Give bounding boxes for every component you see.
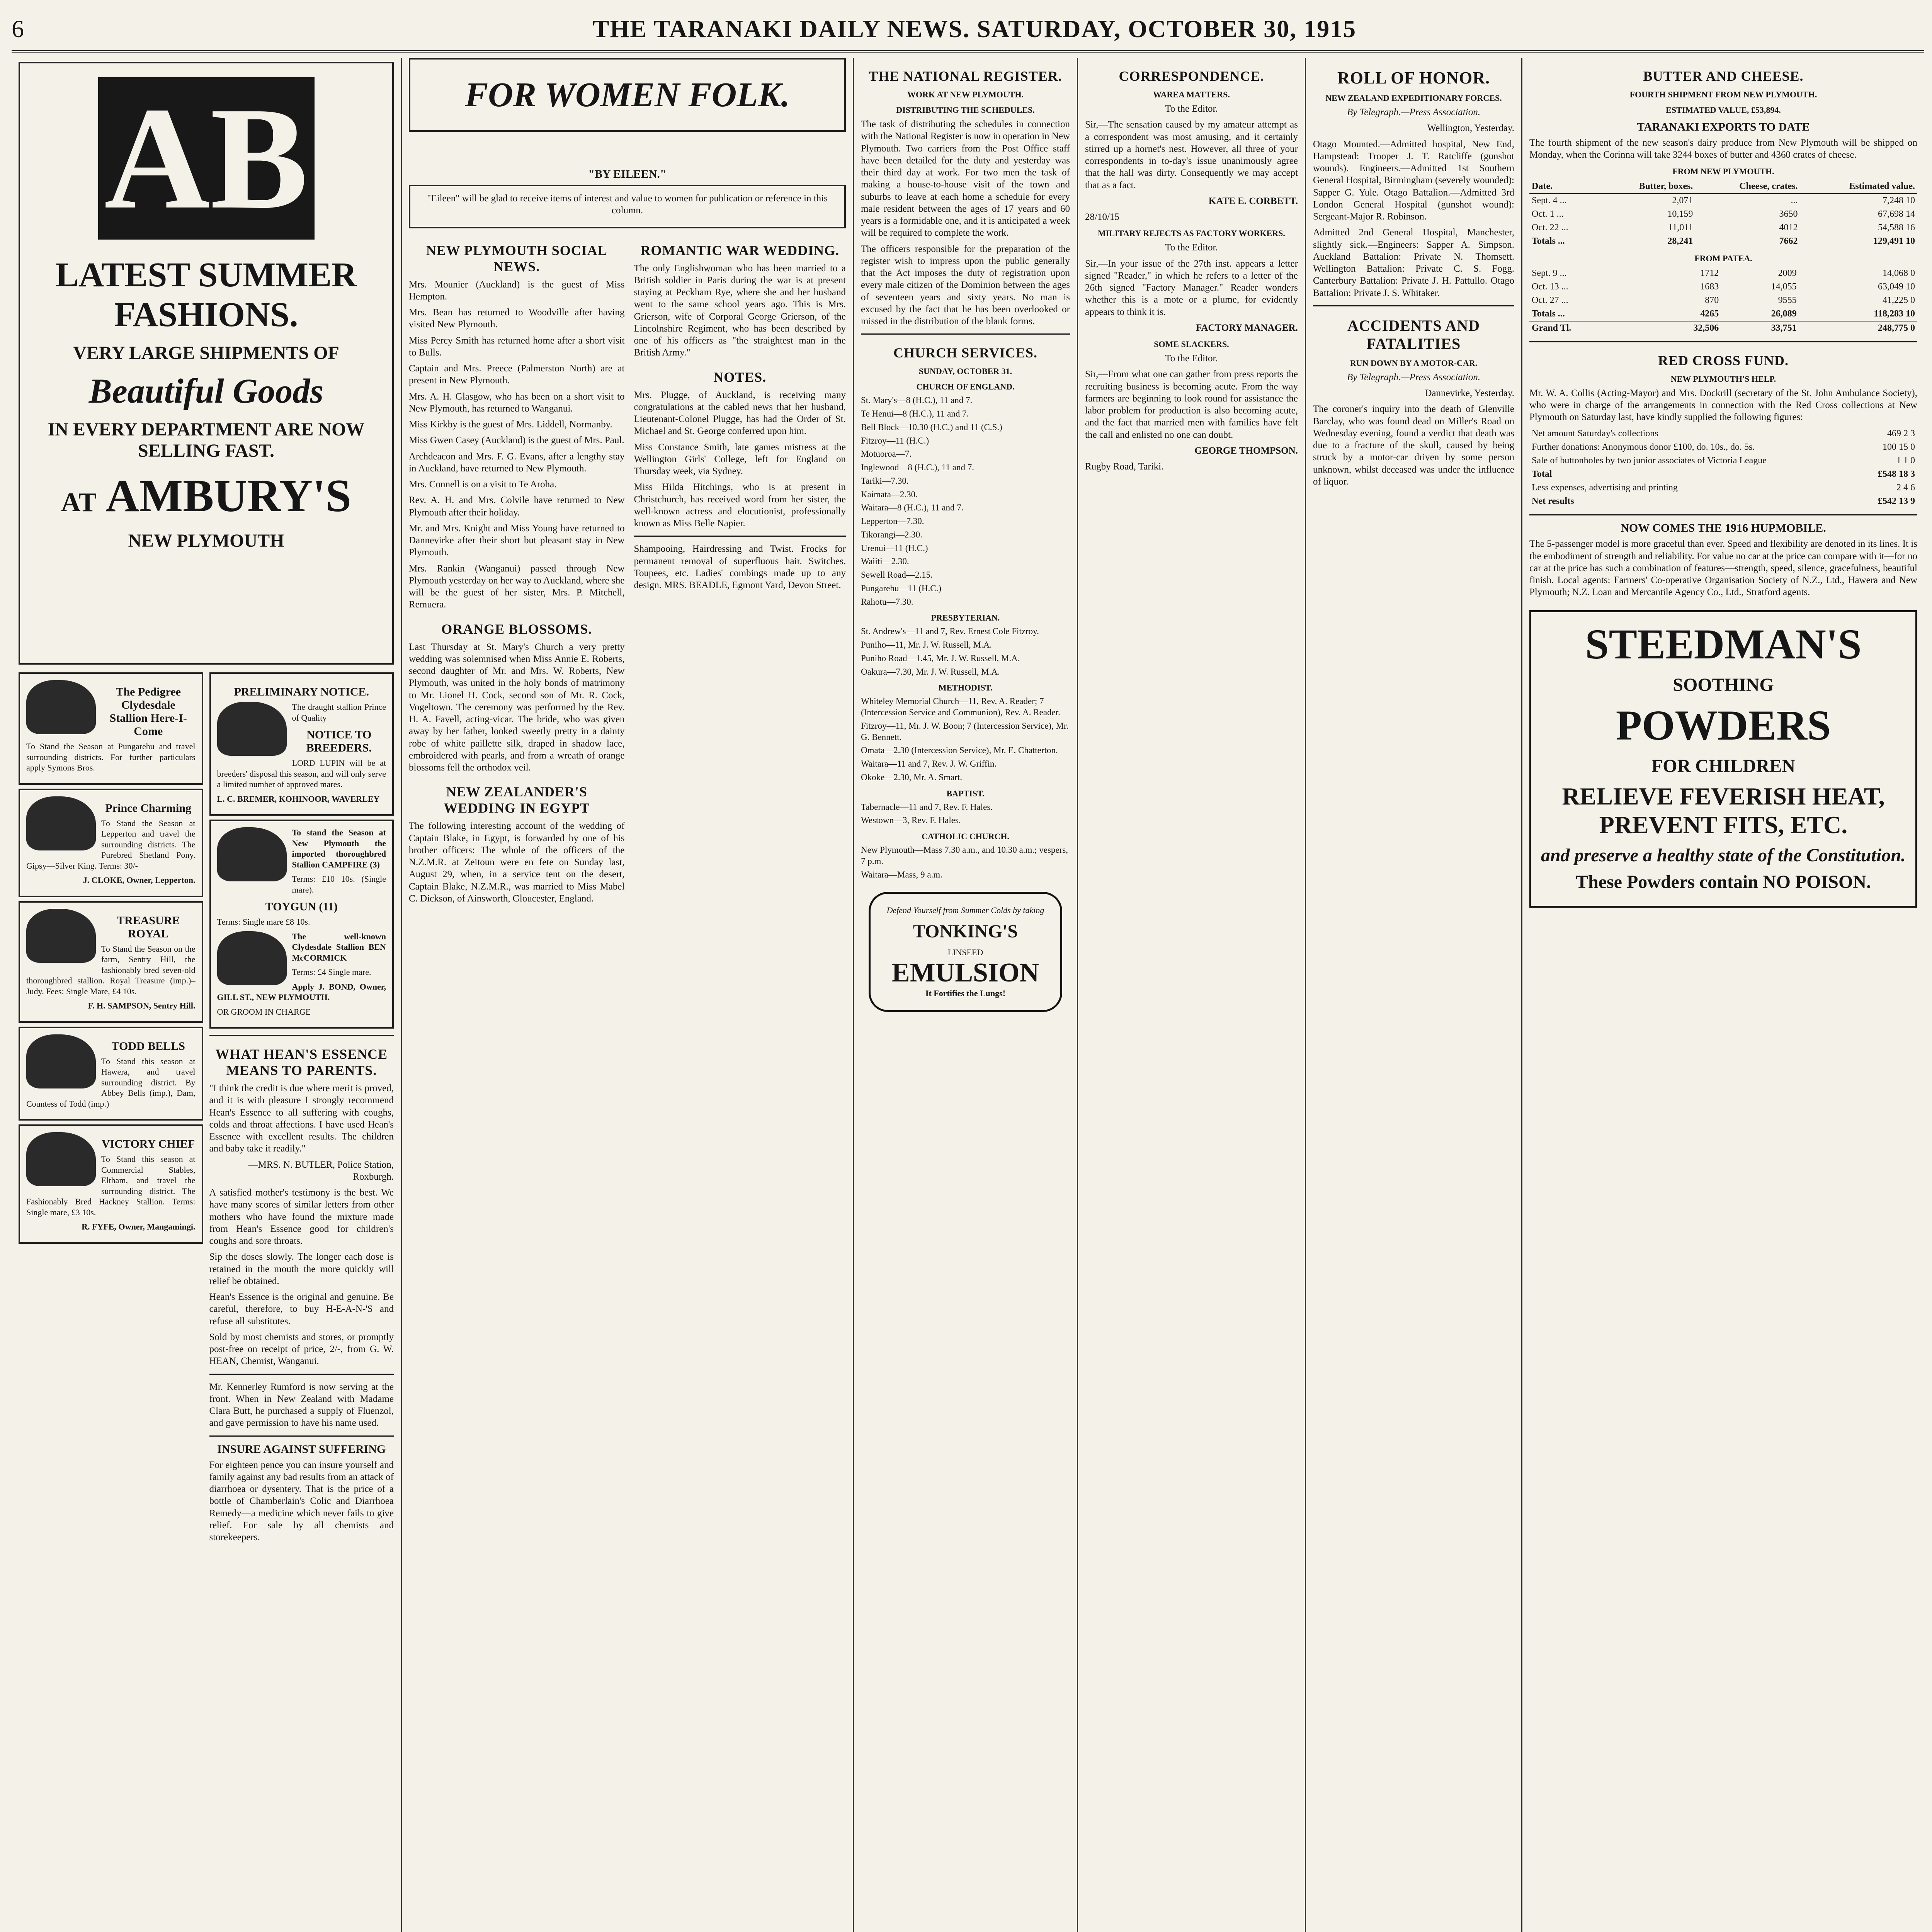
groom-note: OR GROOM IN CHARGE <box>217 1007 311 1017</box>
page-number: 6 <box>12 15 25 43</box>
correspondence-body: Sir,—The sensation caused by my amateur attempt as a correspondent was most amusing, and it certainly stirred up a hornet's nest. However, all three of your correspondents in to-day's issue unanimously agree that the hall was dirty. Consequently we may accept that as a fact. <box>1085 119 1298 190</box>
table-cell: 1 1 0 <box>1896 456 1915 466</box>
bond-contact: Apply J. BOND, Owner, GILL ST., NEW PLYMOUTH. <box>217 981 386 1002</box>
women-note-text: "Eileen" will be glad to receive items of interest and value to women for publication or reference in this column. <box>427 193 828 216</box>
column-advertisements <box>12 58 402 1932</box>
campfire-ad <box>209 820 394 1029</box>
breeders-body: LORD LUPIN will be at breeders' disposal this season, and will only serve a limited number of approved mares. <box>217 758 386 789</box>
table-cell: 14,055 <box>1771 281 1797 292</box>
column-header: Date. <box>1529 180 1598 194</box>
stallion-notices <box>209 668 394 1547</box>
column-header: Cheese, crates. <box>1695 180 1800 194</box>
social-item: Miss Gwen Casey (Auckland) is the guest of Mrs. Paul. <box>409 435 624 446</box>
table-cell: 4265 <box>1700 308 1719 319</box>
preliminary-notice <box>209 672 394 816</box>
church-item: Waiiti—2.30. <box>861 556 909 566</box>
amburys-town: NEW PLYMOUTH <box>128 531 284 551</box>
table-cell: Oct. 27 ... <box>1532 295 1568 305</box>
notes-headline: NOTES. <box>713 369 767 385</box>
butter-value: ESTIMATED VALUE, £53,894. <box>1666 105 1781 115</box>
tonkings-line1: Defend Yourself from Summer Colds by taking <box>886 905 1044 915</box>
correspondence-date: 28/10/15 <box>1085 212 1119 222</box>
tonkings-line3: It Fortifies the Lungs! <box>925 988 1006 998</box>
table-cell: 3650 <box>1779 209 1798 219</box>
table-row <box>1529 481 1917 495</box>
patea-exports-table <box>1529 267 1917 335</box>
church-item: St. Mary's—8 (H.C.), 11 and 7. <box>861 395 973 405</box>
social-item: Captain and Mrs. Preece (Palmerston North) are at present in New Plymouth. <box>409 363 625 386</box>
table-cell: Sept. 9 ... <box>1532 268 1567 278</box>
table-cell: 10,159 <box>1667 209 1693 219</box>
church-section: BAPTIST. <box>946 788 985 798</box>
table-cell: 63,049 10 <box>1878 281 1915 292</box>
tonkings-advertisement <box>869 892 1062 1012</box>
accidents-sub: RUN DOWN BY A MOTOR-CAR. <box>1350 358 1478 368</box>
to-editor: To the Editor. <box>1165 104 1218 114</box>
stallion-title: Prince Charming <box>105 801 191 815</box>
heans-body4: Sold by most chemists and stores, or promptly post-free on receipt of price, 2/-, from G. W. HEAN, Chemist, Wanganui. <box>209 1332 394 1367</box>
women-banner-area <box>402 58 854 162</box>
table-cell: 67,698 14 <box>1878 209 1915 219</box>
stallion-owner: F. H. SAMPSON, Sentry Hill. <box>88 1001 196 1010</box>
table-cell: 248,775 0 <box>1878 323 1915 333</box>
toygun-terms: Terms: Single mare £8 10s. <box>217 917 310 927</box>
stallion-ad-3 <box>19 901 203 1023</box>
horse-icon <box>217 827 287 881</box>
women-folk-banner <box>409 58 846 132</box>
table-cell: Further donations: Anonymous donor £100, do. 10s., do. 5s. <box>1532 442 1755 452</box>
accidents-place: Dannevirke, Yesterday. <box>1425 388 1514 398</box>
table-row <box>1529 440 1917 454</box>
table-cell: 26,089 <box>1771 308 1797 319</box>
register-sub2: DISTRIBUTING THE SCHEDULES. <box>896 105 1035 115</box>
heans-headline: WHAT HEAN'S ESSENCE MEANS TO PARENTS. <box>215 1046 388 1078</box>
church-item: Whiteley Memorial Church—11, Rev. A. Reader; 7 (Intercession Service and Communion), Rev. A. Reader. <box>861 696 1060 717</box>
to-editor: To the Editor. <box>1165 242 1218 253</box>
exports-headline: TARANAKI EXPORTS TO DATE <box>1637 121 1810 133</box>
hupmobile-headline: NOW COMES THE 1916 HUPMOBILE. <box>1621 522 1826 535</box>
amburys-advertisement <box>19 62 394 665</box>
table-row <box>1529 454 1917 468</box>
register-headline: THE NATIONAL REGISTER. <box>869 68 1062 84</box>
table-cell: 870 <box>1705 295 1719 305</box>
horse-icon <box>217 702 287 756</box>
table-cell: 100 15 0 <box>1883 442 1915 452</box>
register-sub: WORK AT NEW PLYMOUTH. <box>907 90 1024 99</box>
slackers-body: Sir,—From what one can gather from press reports the recruiting business is becoming acute. From the way farmers are beginning to look round for assistance the labor problem for production is also becoming acute, and the fact that married men with families have felt the call and enlisted no one can doubt. <box>1085 369 1298 440</box>
table-cell: Oct. 13 ... <box>1532 281 1568 292</box>
church-item: Tikorangi—2.30. <box>861 529 922 539</box>
social-item: Archdeacon and Mrs. F. G. Evans, after a lengthy stay in Auckland, have returned to New Plymouth. <box>409 451 625 474</box>
steedman-line2: FOR CHILDREN <box>1651 755 1796 776</box>
table-cell: 54,588 16 <box>1878 222 1915 233</box>
toygun-title: TOYGUN (11) <box>265 900 338 913</box>
horse-icon <box>26 1132 96 1186</box>
ab-logo: AB <box>98 77 315 240</box>
stallion-body: To Stand the Season on the farm, Sentry Hill, the fashionably bred seven-old thoroughbred stallion. Royal Treasure (imp.)–Judy. Fees: Single Mare, £4 10s. <box>26 944 196 996</box>
column-women-folk <box>402 162 854 1932</box>
church-item: Waitara—Mass, 9 a.m. <box>861 869 942 879</box>
table-cell: ... <box>1791 195 1798 206</box>
table-row <box>1529 221 1917 235</box>
table-cell: 32,506 <box>1693 323 1719 333</box>
table-cell: 1712 <box>1700 268 1719 278</box>
table-cell: 1683 <box>1700 281 1719 292</box>
insure-headline: INSURE AGAINST SUFFERING <box>217 1442 386 1456</box>
table-cell: 2 4 6 <box>1896 483 1915 493</box>
church-item: Fitzroy—11 (H.C.) <box>861 435 929 446</box>
horse-icon <box>26 1034 96 1088</box>
stallion-title: VICTORY CHIEF <box>102 1138 195 1150</box>
register-body: The task of distributing the schedules in connection with the National Register is now in operation in New Plymouth. Two carriers from the Post Office staff have been detailed for the duty and yesterday was their third day at work. For two men the task of making a house-to-house visit of the town and suburbs to leave at each home a schedule for every male resident between the ages of 17 years and 60 years is a formidable one, and it is anticipated a week will be required to complete the work. <box>861 119 1070 238</box>
table-cell: 28,241 <box>1667 236 1693 246</box>
church-item: Sewell Road—2.15. <box>861 570 933 580</box>
church-item: St. Andrew's—11 and 7, Rev. Ernest Cole Fitzroy. <box>861 626 1039 636</box>
tonkings-product: EMULSION <box>891 958 1039 988</box>
table-cell: Sept. 4 ... <box>1532 195 1567 206</box>
egypt-headline: NEW ZEALANDER'S WEDDING IN EGYPT <box>444 784 590 816</box>
table-cell: 118,283 10 <box>1874 308 1915 319</box>
notes-body: Miss Hilda Hitchings, who is at present in Christchurch, has received word from her sister, the well-known actress and elocutionist, professionally known as Miss Belle Napier. <box>634 482 846 529</box>
stallion-ad-5 <box>19 1124 203 1244</box>
table-cell: Totals ... <box>1532 308 1565 319</box>
church-item: Puniho Road—1.45, Mr. J. W. Russell, M.A. <box>861 653 1020 663</box>
military-body: Sir,—In your issue of the 27th inst. appears a letter signed "Reader," in which he refers to a letter of the 26th signed "Factory Manager." Reader wonders whether this is a mote or a plume, for evidently appears to think it is. <box>1085 258 1298 317</box>
church-item: Oakura—7.30, Mr. J. W. Russell, M.A. <box>861 667 1000 677</box>
heans-quote: "I think the credit is due where merit is proved, and it is with pleasure I strongly recommend Hean's Essence to all suffering with coughs, colds and throat affections. I have used Hean's Essence with excellent results. The children and baby take it readily." <box>209 1083 394 1154</box>
table-cell: Grand Tl. <box>1532 323 1571 333</box>
roll-sub: NEW ZEALAND EXPEDITIONARY FORCES. <box>1325 93 1502 103</box>
table-cell: Net amount Saturday's collections <box>1532 429 1658 439</box>
rumford-notice: Mr. Kennerley Rumford is now serving at the front. When in New Zealand with Madame Clara Butt, he purchased a supply of Fluenzol, and gave permission to have his name used. <box>209 1381 394 1429</box>
church-item: Bell Block—10.30 (H.C.) and 11 (C.S.) <box>861 422 1002 432</box>
table-row <box>1529 207 1917 221</box>
church-item: Puniho—11, Mr. J. W. Russell, M.A. <box>861 640 992 650</box>
church-section: CHURCH OF ENGLAND. <box>916 382 1015 392</box>
column-header: Estimated value. <box>1800 180 1917 194</box>
table-row <box>1529 427 1917 440</box>
accidents-body: The coroner's inquiry into the death of Glenville Barclay, who was found dead on Miller's Road on Wednesday evening, found a verdict that death was due to a fracture of the skull, caused by being struck by a motor-car driven by some person unknown, whilst deceased was under the influence of liquor. <box>1313 404 1514 487</box>
roll-place: Wellington, Yesterday. <box>1427 123 1514 134</box>
heans-body1: A satisfied mother's testimony is the best. We have many scores of similar letters from other mothers who have found the mixture made from Hean's Essence good for children's coughs and sore throats. <box>209 1187 394 1246</box>
slackers-signature: GEORGE THOMPSON. <box>1194 445 1298 456</box>
breeder-name: L. C. BREMER, KOHINOOR, WAVERLEY <box>217 794 380 804</box>
heans-signature: —MRS. N. BUTLER, Police Station, Roxburgh. <box>248 1159 394 1182</box>
column-correspondence <box>1078 58 1306 1932</box>
horse-icon <box>26 680 96 734</box>
table-row <box>1529 194 1917 207</box>
stallion-body: To Stand this season at Commercial Stables, Eltham, and travel the surrounding district. The Fashionably Bred Hackney Stallion. Terms: Single mare, £3 10s. <box>26 1154 196 1217</box>
steedman-brand: STEEDMAN'S <box>1585 620 1862 668</box>
church-date: SUNDAY, OCTOBER 31. <box>918 366 1012 376</box>
amburys-headline: LATEST SUMMER FASHIONS. <box>55 256 357 334</box>
table-row <box>1529 468 1917 481</box>
column-roll-of-honor <box>1306 58 1522 1932</box>
social-item: Mrs. Rankin (Wanganui) passed through New Plymouth yesterday on her way to Auckland, where she will be the guest of her sister, Mrs. P. Mitchell, Remuera. <box>409 563 625 610</box>
ben-terms: Terms: £4 Single mare. <box>292 967 371 977</box>
stallion-body: To Stand this season at Hawera, and travel surrounding district. By Abbey Bells (imp.), Dam, Countess of Todd (imp.) <box>26 1056 196 1109</box>
social-item: Miss Percy Smith has returned home after a short visit to Bulls. <box>409 335 625 358</box>
social-item: Mr. and Mrs. Knight and Miss Young have returned to Dannevirke after their short but pleasant stay in New Plymouth. <box>409 523 625 558</box>
women-right-column <box>634 232 846 909</box>
church-item: Rahotu—7.30. <box>861 597 913 607</box>
church-section: PRESBYTERIAN. <box>931 613 1000 623</box>
stallion-owner: J. CLOKE, Owner, Lepperton. <box>83 875 196 885</box>
women-note <box>409 185 846 228</box>
church-item: Te Henui—8 (H.C.), 11 and 7. <box>861 409 969 418</box>
amburys-at: AT <box>61 488 97 517</box>
horse-icon <box>217 931 287 985</box>
church-item: Waitara—11 and 7, Rev. J. W. Griffin. <box>861 759 997 769</box>
ben-title: The well-known Clydesdale Stallion BEN McCORMICK <box>292 931 386 963</box>
correspondence-headline: CORRESPONDENCE. <box>1119 68 1264 84</box>
table-cell: 11,011 <box>1668 222 1693 233</box>
table-cell: Net results <box>1532 496 1574 507</box>
column-register-church <box>854 58 1078 1932</box>
butter-sub: FOURTH SHIPMENT FROM NEW PLYMOUTH. <box>1629 90 1817 99</box>
social-item: Rev. A. H. and Mrs. Colvile have returned to New Plymouth after their holiday. <box>409 495 625 518</box>
roll-by: By Telegraph.—Press Association. <box>1347 107 1480 117</box>
church-item: Tabernacle—11 and 7, Rev. F. Hales. <box>861 802 993 812</box>
social-item: Mrs. Mounier (Auckland) is the guest of Miss Hempton. <box>409 279 625 302</box>
table-row <box>1529 495 1917 508</box>
church-item: Omata—2.30 (Intercession Service), Mr. E. Chatterton. <box>861 745 1058 755</box>
table-cell: Oct. 1 ... <box>1532 209 1564 219</box>
roll-body2: Admitted 2nd General Hospital, Manchester, slightly sick.—Engineers: Sapper A. Simpson. Auckland Battalion: Private N. Thomsett. Wellington Battalion: Private C. S. Fogg. Canterbury Battalion: Private J. H. Pattullo. Otago Battalion: Private J. S. Whitaker. <box>1313 227 1514 298</box>
table-cell: 2,071 <box>1672 195 1693 206</box>
stallion-title: TODD BELLS <box>111 1039 185 1053</box>
social-item: Miss Kirkby is the guest of Mrs. Liddell, Normanby. <box>409 419 612 430</box>
steedman-line5: These Powders contain NO POISON. <box>1575 871 1871 892</box>
table-cell: Totals ... <box>1532 236 1565 246</box>
notice-heading: PRELIMINARY NOTICE. <box>234 685 369 698</box>
steedman-line1: SOOTHING <box>1673 674 1774 695</box>
heans-body3: Hean's Essence is the original and genuine. Be careful, therefore, to buy H-E-A-N-'S and refuse all substitutes. <box>209 1292 394 1327</box>
church-item: Okoke—2.30, Mr. A. Smart. <box>861 772 962 782</box>
correspondence-sub: WAREA MATTERS. <box>1153 90 1230 99</box>
egypt-body: The following interesting account of the wedding of Captain Blake, in Egypt, is forwarded by one of his brother officers: The whole of the officers of the N.Z.M.R. at Zeitoun were en fete on Sunday last, August 29, when, in a service tent on the desert, Captain Blake, N.Z.M.R., was married to Miss Mabel C. Dickson, of Ainsworth, Gloucester, England. <box>409 821 625 904</box>
notes-body: Miss Constance Smith, late games mistress at the Wellington Girls' College, left for England on Thursday week, via Sydney. <box>634 442 846 476</box>
steedman-line3: RELIEVE FEVERISH HEAT, PREVENT FITS, ETC. <box>1562 782 1885 838</box>
church-item: Tariki—7.30. <box>861 476 909 486</box>
grand-total-row <box>1529 321 1917 335</box>
correspondence-signature: KATE E. CORBETT. <box>1208 196 1298 206</box>
column-header: Butter, boxes. <box>1598 180 1695 194</box>
amburys-line3: IN EVERY DEPARTMENT ARE NOW SELLING FAST. <box>48 419 365 461</box>
social-item: Mrs. Connell is on a visit to Te Aroha. <box>409 479 557 490</box>
new-plymouth-exports-table <box>1529 180 1917 248</box>
church-item: Motuoroa—7. <box>861 449 912 459</box>
church-item: Kaimata—2.30. <box>861 489 918 499</box>
insure-body: For eighteen pence you can insure yourself and family against any bad results from an attack of diarrhoea or dysentery. That is the price of a bottle of Chamberlain's Colic and Diarrhoea Remedy—a medicine which never fails to give relief. For sale by all chemists and storekeepers. <box>209 1459 394 1543</box>
table-cell: Less expenses, advertising and printing <box>1532 483 1678 493</box>
table-row <box>1529 235 1917 248</box>
accidents-headline: ACCIDENTS AND FATALITIES <box>1347 316 1480 352</box>
tonkings-brand: TONKING'S <box>913 921 1018 942</box>
table-cell: £548 18 3 <box>1878 469 1915 480</box>
redcross-body: Mr. W. A. Collis (Acting-Mayor) and Mrs. Dockrill (secretary of the St. John Ambulance Society), who were in charge of the arrangements in connection with the Red Cross collections at New Plymouth on Saturday last, have kindly supplied the following figures: <box>1529 388 1917 422</box>
steedmans-advertisement <box>1529 610 1917 908</box>
table-header-row <box>1529 180 1917 194</box>
table-cell: Sale of buttonholes by two junior associates of Victoria League <box>1532 456 1767 466</box>
table-row <box>1529 280 1917 294</box>
horse-icon <box>26 796 96 850</box>
orange-headline: ORANGE BLOSSOMS. <box>441 621 592 637</box>
tonkings-line2: LINSEED <box>947 947 983 957</box>
table-cell: 33,751 <box>1771 323 1797 333</box>
amburys-store: AMBURY'S <box>105 470 352 521</box>
church-item: Fitzroy—11, Mr. J. W. Boon; 7 (Intercession Service), Mr. G. Bennett. <box>861 721 1069 742</box>
stallion-ad-1 <box>19 672 203 785</box>
campfire-title: To stand the Season at New Plymouth the imported thoroughbred Stallion CAMPFIRE (3) <box>292 828 386 869</box>
butter-body: The fourth shipment of the new season's dairy produce from New Plymouth will be shipped on Monday, when the Corinna will take 3244 boxes of butter and 4360 crates of cheese. <box>1529 138 1917 160</box>
accidents-by: By Telegraph.—Press Association. <box>1347 372 1480 383</box>
redcross-headline: RED CROSS FUND. <box>1658 352 1789 368</box>
church-item: Urenui—11 (H.C.) <box>861 543 928 553</box>
table-cell: 4012 <box>1779 222 1798 233</box>
campfire-terms: Terms: £10 10s. (Single mare). <box>292 874 386 895</box>
church-item: New Plymouth—Mass 7.30 a.m., and 10.30 a.m.; vespers, 7 p.m. <box>861 845 1068 866</box>
church-item: Inglewood—8 (H.C.), 11 and 7. <box>861 463 974 472</box>
masthead <box>12 8 1924 53</box>
table-cell: 41,225 0 <box>1883 295 1915 305</box>
stallion-ad-4 <box>19 1027 203 1121</box>
table-cell: 129,491 10 <box>1873 236 1915 246</box>
stallion-owner: R. FYFE, Owner, Mangamingi. <box>82 1222 196 1231</box>
hupmobile-body: The 5-passenger model is more graceful than ever. Speed and flexibility are denoted in its lines. It is the embodiment of strength and reliability. For value no car at the price can compare with it—for no car at the price has such a combination of features—strength, speed, silence, gracefulness, beautiful finish. Local agents: Farmers' Co-operative Organisation Society of N.Z., Ltd., Hawera and New Plymouth; N.Z. Loan and Mercantile Agency Co., Ltd., Stratford agents. <box>1529 539 1917 598</box>
table-cell: 14,068 0 <box>1883 268 1915 278</box>
table-cell: £542 13 9 <box>1878 496 1915 507</box>
women-left-column <box>409 232 624 909</box>
stallion-title: The Pedigree Clydesdale Stallion Here-I-Come <box>109 685 187 738</box>
church-item: Pungarehu—11 (H.C.) <box>861 583 942 593</box>
romantic-headline: ROMANTIC WAR WEDDING. <box>640 242 840 258</box>
romantic-body: The only Englishwoman who has been married to a British soldier in Paris during the war is at present staying at Peckham Rye, where she and her husband went to the same school years ago. This is Mrs. Grierson, wife of Corporal George Grierson, of the Lincolnshire Regiment, who has been described by one of his officers as "the straightest man in the British Army." <box>634 263 846 358</box>
np-table-heading: FROM NEW PLYMOUTH. <box>1672 166 1774 176</box>
church-headline: CHURCH SERVICES. <box>893 345 1037 361</box>
roll-headline: ROLL OF HONOR. <box>1337 68 1490 87</box>
redcross-sub: NEW PLYMOUTH'S HELP. <box>1670 374 1776 384</box>
register-body2: The officers responsible for the preparation of the register wish to impress upon the public generally that the Act imposes the duty of registration upon every male citizen of the Dominion between the ages of seventeen years and sixty years. No man is excused by the fact that he has been overlooked or missed in the distribution of the blank forms. <box>861 243 1070 327</box>
amburys-line1: VERY LARGE SHIPMENTS OF <box>73 343 339 363</box>
amburys-line2: Beautiful Goods <box>88 372 324 410</box>
church-item: Waitara—8 (H.C.), 11 and 7. <box>861 503 964 513</box>
military-signature: FACTORY MANAGER. <box>1196 322 1298 333</box>
table-row <box>1529 294 1917 307</box>
social-item: Mrs. A. H. Glasgow, who has been on a short visit to New Plymouth, has returned to Wanganui. <box>409 391 625 414</box>
notes-body: Mrs. Plugge, of Auckland, is receiving many congratulations at the cabled news that her husband, Lieutenant-Colonel Plugge, has had the Order of St. Michael and St. George conferred upon him. <box>634 389 846 437</box>
stallion-list <box>19 668 203 1547</box>
table-cell: Oct. 22 ... <box>1532 222 1568 233</box>
military-headline: MILITARY REJECTS AS FACTORY WORKERS. <box>1098 228 1285 238</box>
slackers-headline: SOME SLACKERS. <box>1154 339 1229 349</box>
slackers-place: Rugby Road, Tariki. <box>1085 461 1164 472</box>
steedman-product: POWDERS <box>1616 701 1831 749</box>
women-banner-title: FOR WOMEN FOLK. <box>464 76 790 114</box>
church-item: Westown—3, Rev. F. Hales. <box>861 815 961 825</box>
horse-icon <box>26 909 96 963</box>
newspaper-title: THE TARANAKI DAILY NEWS. SATURDAY, OCTOBER 30, 1915 <box>592 15 1357 43</box>
heans-body2: Sip the doses slowly. The longer each dose is retained in the mouth the more quickly will relief be obtained. <box>209 1252 394 1286</box>
church-item: Lepperton—7.30. <box>861 516 924 526</box>
column-butter-redcross <box>1522 58 1924 1932</box>
orange-body: Last Thursday at St. Mary's Church a very pretty wedding was solemnised when Miss Annie E. Roberts, second daughter of Mr. and Mrs. W. Roberts, New Plymouth, was united in the holy bonds of matrimony to Mr. Lionel H. Cock, second son of Mr. R. Cock, Vogeltown. The ceremony was performed by the Rev. H. A. Favell, acting-vicar. The bride, who was given away by her father, looked sweetly pretty in a dainty robe of white paillette silk, draped in shadow lace, embroidered with pearls, and from a wreath of orange blossoms fell the orthodox veil. <box>409 641 625 773</box>
stallion-body: To Stand the Season at Pungarehu and travel surrounding districts. For further particulars apply Symons Bros. <box>26 742 196 772</box>
butter-headline: BUTTER AND CHEESE. <box>1643 68 1804 84</box>
stallion-body: To Stand the Season at Lepperton and travel the surrounding districts. The Purebred Shetland Pony. Gipsy—Silver King. Terms: 30/- <box>26 818 196 871</box>
table-cell: 7662 <box>1779 236 1798 246</box>
steedman-line4: and preserve a healthy state of the Constitution. <box>1541 845 1906 866</box>
roll-body: Otago Mounted.—Admitted hospital, New End, Hampstead: Trooper J. T. Ratcliffe (gunshot wounds). Engineers.—Admitted 1st Southern General Hospital, Birmingham (severely wounded): Sapper G. Yule. Otago Battalion.—Admitted 3rd London General Hospital (gunshot wound): Sergeant-Major R. Robinson. <box>1313 139 1514 222</box>
church-section: CATHOLIC CHURCH. <box>922 832 1009 841</box>
social-item: Mrs. Bean has returned to Woodville after having visited New Plymouth. <box>409 307 625 330</box>
redcross-table <box>1529 427 1917 508</box>
stallion-title: TREASURE ROYAL <box>117 914 180 940</box>
women-byline: "BY EILEEN." <box>588 168 667 180</box>
table-cell: 9555 <box>1778 295 1797 305</box>
table-row <box>1529 267 1917 280</box>
table-cell: 7,248 10 <box>1883 195 1915 206</box>
stallion-ad-2 <box>19 789 203 897</box>
to-editor: To the Editor. <box>1165 353 1218 364</box>
notice-body: The draught stallion Prince of Quality <box>292 702 386 723</box>
table-row <box>1529 307 1917 321</box>
patea-table-heading: FROM PATEA. <box>1694 253 1752 263</box>
table-cell: Total <box>1532 469 1552 480</box>
table-cell: 2009 <box>1778 268 1797 278</box>
table-cell: 469 2 3 <box>1887 429 1915 439</box>
church-section: METHODIST. <box>938 683 993 693</box>
shampoo-ad: Shampooing, Hairdressing and Twist. Frocks for permanent removal of superfluous hair. Switches. Toupees, etc. Ladies' combings made up to any design. MRS. BEADLE, Egmont Yard, Devon Street. <box>634 544 846 590</box>
social-headline: NEW PLYMOUTH SOCIAL NEWS. <box>426 242 607 274</box>
breeders-heading: NOTICE TO BREEDERS. <box>306 728 372 754</box>
